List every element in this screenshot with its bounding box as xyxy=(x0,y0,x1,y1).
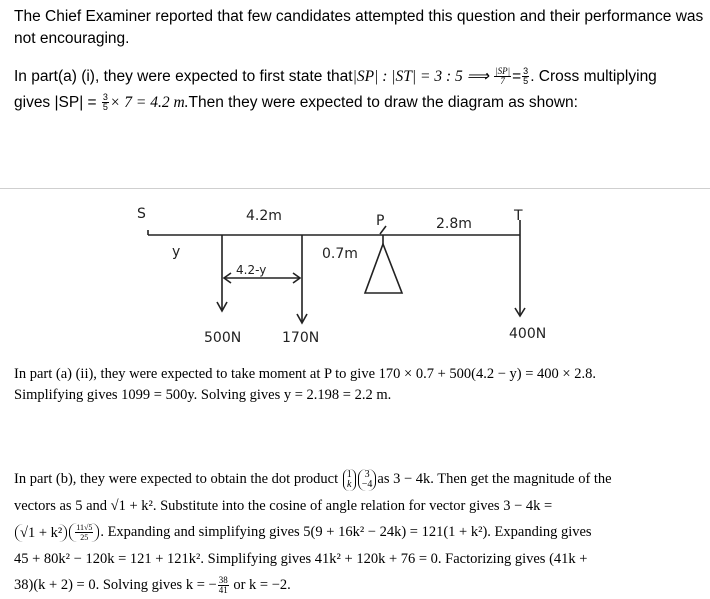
vector-1-k: 1 k xyxy=(343,469,356,491)
length-sp: 4.2m xyxy=(246,208,282,224)
part-b-line3: √1 + k² $\frac{11√5}{25}$ . Expanding and simplifying gives 5(9 + 16k² − 24k) = 121(1 + k²). Expanding gives xyxy=(14,519,704,546)
label-y: y xyxy=(172,244,181,260)
cross-multiplying-text: . Cross multiplying xyxy=(530,68,657,85)
part-a-ii-paragraph xyxy=(14,364,704,406)
length-pt: 2.8m xyxy=(436,216,472,232)
part-a-ii-line2: Simplifying gives 1099 = 500y. Solving gives y = 2.198 = 2.2 m. xyxy=(14,387,392,403)
gives-expression: × 7 = 4.2 m. xyxy=(109,94,189,111)
part-a-ii-line1: In part (a) (ii), they were expected to take moment at P to give 170 × 0.7 + 500(4.2 − y) = 400 × 2.8. xyxy=(14,366,596,382)
sqrt-group: √1 + k² xyxy=(15,524,67,542)
beam-diagram xyxy=(0,190,710,360)
force-400n: 400N xyxy=(509,326,547,342)
diagram-intro: Then they were expected to draw the diagram as shown: xyxy=(188,94,578,111)
ratio-expression: |SP| : |ST| = 3 : 5 ⟹ xyxy=(352,68,489,85)
part-b-line1: In part (b), they were expected to obtain the dot product 1 k 3 −4 as 3 − 4k. Then get the magnitude of the xyxy=(14,468,612,490)
gives-lead: gives |SP| = xyxy=(14,94,97,111)
fraction-38-41: $\frac{38}{41}$ xyxy=(218,575,228,596)
part-b-line2: vectors as 5 and √1 + k². Substitute into the cosine of angle relation for vector gives 3 − 4k = xyxy=(14,497,553,514)
length-4-2-y: 4.2-y xyxy=(236,263,267,277)
fraction-3-5-b: $\frac{3}{5}$ xyxy=(102,92,108,113)
label-p: P xyxy=(376,213,385,229)
part-a-i-lead: In part(a) (i), they were expected to first state that xyxy=(14,68,353,85)
part-b-line5: 38)(k + 2) = 0. Solving gives k = − $\frac{38}{41}$ or k = −2. xyxy=(14,575,291,596)
part-b-paragraph xyxy=(14,466,704,599)
fraction-sp-7: $\frac{|SP|}{7}$ xyxy=(495,66,511,87)
fraction-3-5: $\frac{3}{5}$ xyxy=(523,66,529,87)
force-170n: 170N xyxy=(282,330,320,346)
label-s: S xyxy=(137,206,146,222)
vector-3-minus4: 3 −4 xyxy=(358,469,377,491)
fraction-group: $\frac{11√5}{25}$ xyxy=(69,523,99,542)
section-divider xyxy=(0,188,710,189)
force-500n: 500N xyxy=(204,330,242,346)
fulcrum-triangle xyxy=(365,244,402,293)
part-b-line4: 45 + 80k² − 120k = 121 + 121k². Simplifying gives 41k² + 120k + 76 = 0. Factorizing gives (41k + xyxy=(14,550,588,567)
examiner-note: The Chief Examiner reported that few candidates attempted this question and their performance was not encouraging. xyxy=(14,8,704,47)
length-0-7: 0.7m xyxy=(322,246,358,262)
part-a-i-paragraph: In part(a) (i), they were expected to first state that|SP| : |ST| = 3 : 5 ⟹ $\frac{|SP|}{7}$ = $\frac{3}{5}$ . Cross multiplying gives |SP| = $\frac{3}{5}$ × 7 = 4.2 m.Then they were expected to draw the diagram as shown: xyxy=(14,66,657,113)
label-t: T xyxy=(514,208,523,224)
